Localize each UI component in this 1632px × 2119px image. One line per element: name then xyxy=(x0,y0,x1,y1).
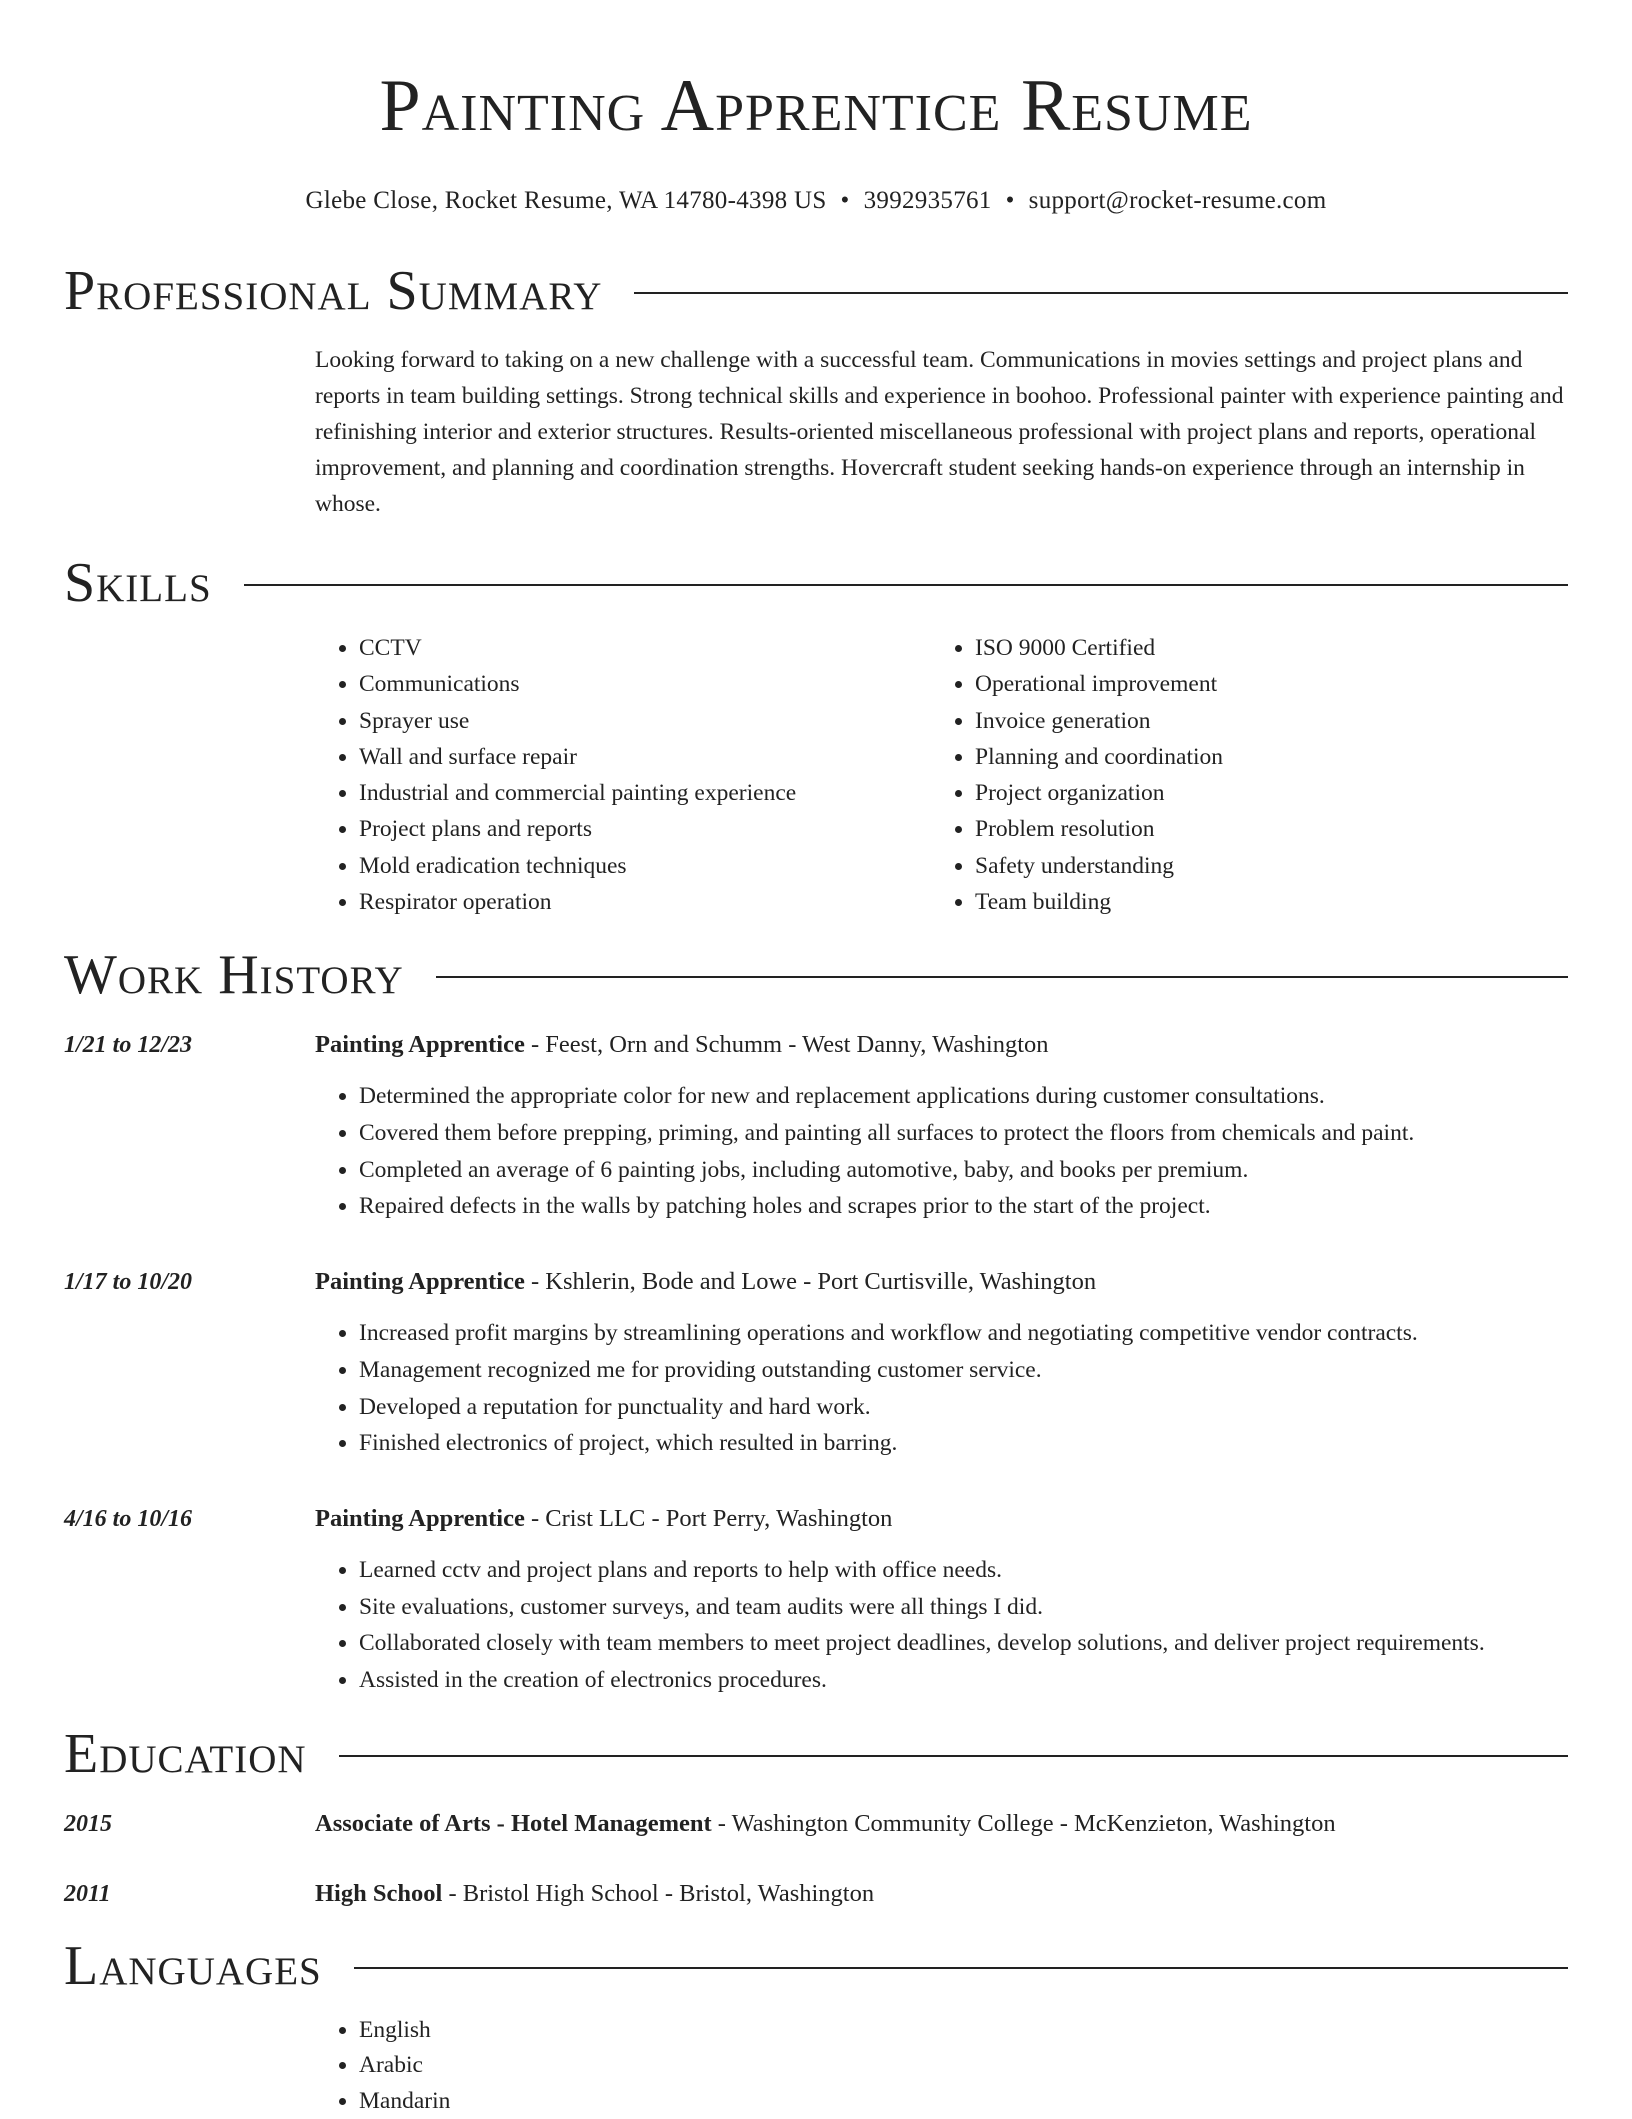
languages-list xyxy=(315,2013,1568,2119)
skill-item: • Respirator operation xyxy=(359,884,931,920)
education-year: 2015 xyxy=(64,1810,112,1837)
job-title: Painting Apprentice xyxy=(315,1031,525,1059)
summary-text: Looking forward to taking on a new challenge with a successful team. Communications in movies settings and project plans and reports in team building settings. Strong technical skills and experience in boohoo. Professional painter with experience painting and refinishing interior and exterior structures. Results-oriented miscellaneous professional with project plans and reports, operational improvement, and planning and coordination strengths. Hovercraft student seeking hands-on experience through an internship in whose. xyxy=(315,347,1564,517)
summary-heading: Professional Summary xyxy=(64,260,603,322)
languages-bullets xyxy=(315,2013,1568,2119)
contact-separator: • xyxy=(1005,187,1015,214)
skill-item: • Project plans and reports xyxy=(359,811,931,847)
job-heading xyxy=(315,1028,1568,1062)
job-dates: 1/17 to 10/20 xyxy=(64,1269,193,1296)
skill-item: • Planning and coordination xyxy=(975,739,1223,775)
language-item: • English xyxy=(359,2013,1568,2049)
language-item: • Arabic xyxy=(359,2048,1568,2084)
job-bullets xyxy=(315,1315,1568,1462)
education-entry xyxy=(64,1877,1568,1911)
skills-heading: Skills xyxy=(64,552,212,614)
job-title: Painting Apprentice xyxy=(315,1505,525,1532)
section-divider xyxy=(339,1755,1568,1757)
skill-item: • Safety understanding xyxy=(975,848,1223,884)
education-degree: Associate of Arts - Hotel Management xyxy=(315,1809,712,1837)
skill-item: • Project organization xyxy=(975,775,1223,811)
skill-item: • Invoice generation xyxy=(975,703,1223,739)
job-entry xyxy=(64,1502,1568,1699)
education-year: 2011 xyxy=(64,1880,111,1907)
job-heading xyxy=(315,1502,1568,1536)
job-bullet: • Collaborated closely with team members to meet project deadlines, develop solutions, and deliver project requirements. xyxy=(359,1625,1568,1662)
job-details: - Feest, Orn and Schumm - West Danny, Washington xyxy=(524,1031,1049,1059)
contact-phone: 3992935761 xyxy=(863,187,992,214)
job-entry xyxy=(64,1265,1568,1462)
skills-list xyxy=(315,630,1568,920)
job-body xyxy=(315,1028,1568,1225)
education-degree: High School xyxy=(315,1879,443,1907)
contact-email: support@rocket-resume.com xyxy=(1028,187,1327,214)
languages-section-header xyxy=(64,1933,1568,1999)
education-details: - Washington Community College - McKenzieton, Washington xyxy=(711,1809,1336,1837)
education-details: - Bristol High School - Bristol, Washington xyxy=(442,1879,875,1907)
skill-item: • Sprayer use xyxy=(359,703,931,739)
education-heading-line xyxy=(315,1877,874,1911)
skill-item: • Wall and surface repair xyxy=(359,739,931,775)
contact-address: Glebe Close, Rocket Resume, WA 14780-4398 US xyxy=(305,187,827,214)
work-heading: Work History xyxy=(64,944,404,1007)
job-bullet: • Management recognized me for providing outstanding customer service. xyxy=(359,1352,1568,1389)
section-divider xyxy=(436,976,1568,978)
job-heading xyxy=(315,1265,1568,1299)
job-bullet: • Completed an average of 6 painting jobs, including automotive, baby, and books per premium. xyxy=(359,1152,1568,1189)
education-heading: Education xyxy=(64,1722,307,1785)
education-section-header xyxy=(64,1721,1568,1787)
skill-item: • Team building xyxy=(975,884,1223,920)
job-dates: 1/21 to 12/23 xyxy=(64,1032,193,1059)
skill-item: • Communications xyxy=(359,666,931,702)
education-entry xyxy=(64,1807,1568,1841)
skill-item: • ISO 9000 Certified xyxy=(975,630,1223,666)
education-heading-line xyxy=(315,1807,1336,1841)
job-entry xyxy=(64,1028,1568,1225)
section-divider xyxy=(354,1967,1568,1969)
job-bullet: • Covered them before prepping, priming, and painting all surfaces to protect the floors from chemicals and paint. xyxy=(359,1115,1568,1152)
skill-item: • Mold eradication techniques xyxy=(359,848,931,884)
resume-title: Painting Apprentice Resume xyxy=(379,65,1253,147)
contact-separator: • xyxy=(840,187,850,214)
work-section-header xyxy=(64,942,1568,1008)
contact-line xyxy=(64,184,1568,218)
skills-column-left xyxy=(315,630,931,920)
job-bullet: • Developed a reputation for punctuality and hard work. xyxy=(359,1389,1568,1426)
skill-item: • CCTV xyxy=(359,630,931,666)
job-bullet: • Site evaluations, customer surveys, and team audits were all things I did. xyxy=(359,1589,1568,1626)
skill-item: • Operational improvement xyxy=(975,666,1223,702)
summary-section-header xyxy=(64,258,1568,324)
job-details: - Crist LLC - Port Perry, Washington xyxy=(524,1505,893,1532)
job-body xyxy=(315,1265,1568,1462)
section-divider xyxy=(634,292,1568,294)
job-bullet: • Determined the appropriate color for new and replacement applications during customer consultations. xyxy=(359,1078,1568,1115)
skills-column-right xyxy=(931,630,1223,920)
job-bullet: • Learned cctv and project plans and reports to help with office needs. xyxy=(359,1552,1568,1589)
skill-item: • Industrial and commercial painting experience xyxy=(359,775,931,811)
skills-section-header xyxy=(64,550,1568,616)
job-body xyxy=(315,1502,1568,1699)
job-bullets xyxy=(315,1552,1568,1699)
job-bullet: • Finished electronics of project, which resulted in barring. xyxy=(359,1425,1568,1462)
section-divider xyxy=(244,584,1568,586)
job-dates: 4/16 to 10/16 xyxy=(64,1506,193,1532)
job-bullet: • Assisted in the creation of electronics procedures. xyxy=(359,1662,1568,1699)
job-details: - Kshlerin, Bode and Lowe - Port Curtisville, Washington xyxy=(524,1268,1097,1296)
job-bullets xyxy=(315,1078,1568,1225)
language-item: • Mandarin xyxy=(359,2084,1568,2119)
languages-heading: Languages xyxy=(64,1934,322,1997)
job-title: Painting Apprentice xyxy=(315,1268,525,1296)
job-bullet: • Increased profit margins by streamlining operations and workflow and negotiating competitive vendor contracts. xyxy=(359,1315,1568,1352)
job-bullet: • Repaired defects in the walls by patching holes and scrapes prior to the start of the project. xyxy=(359,1188,1568,1225)
skill-item: • Problem resolution xyxy=(975,811,1223,847)
